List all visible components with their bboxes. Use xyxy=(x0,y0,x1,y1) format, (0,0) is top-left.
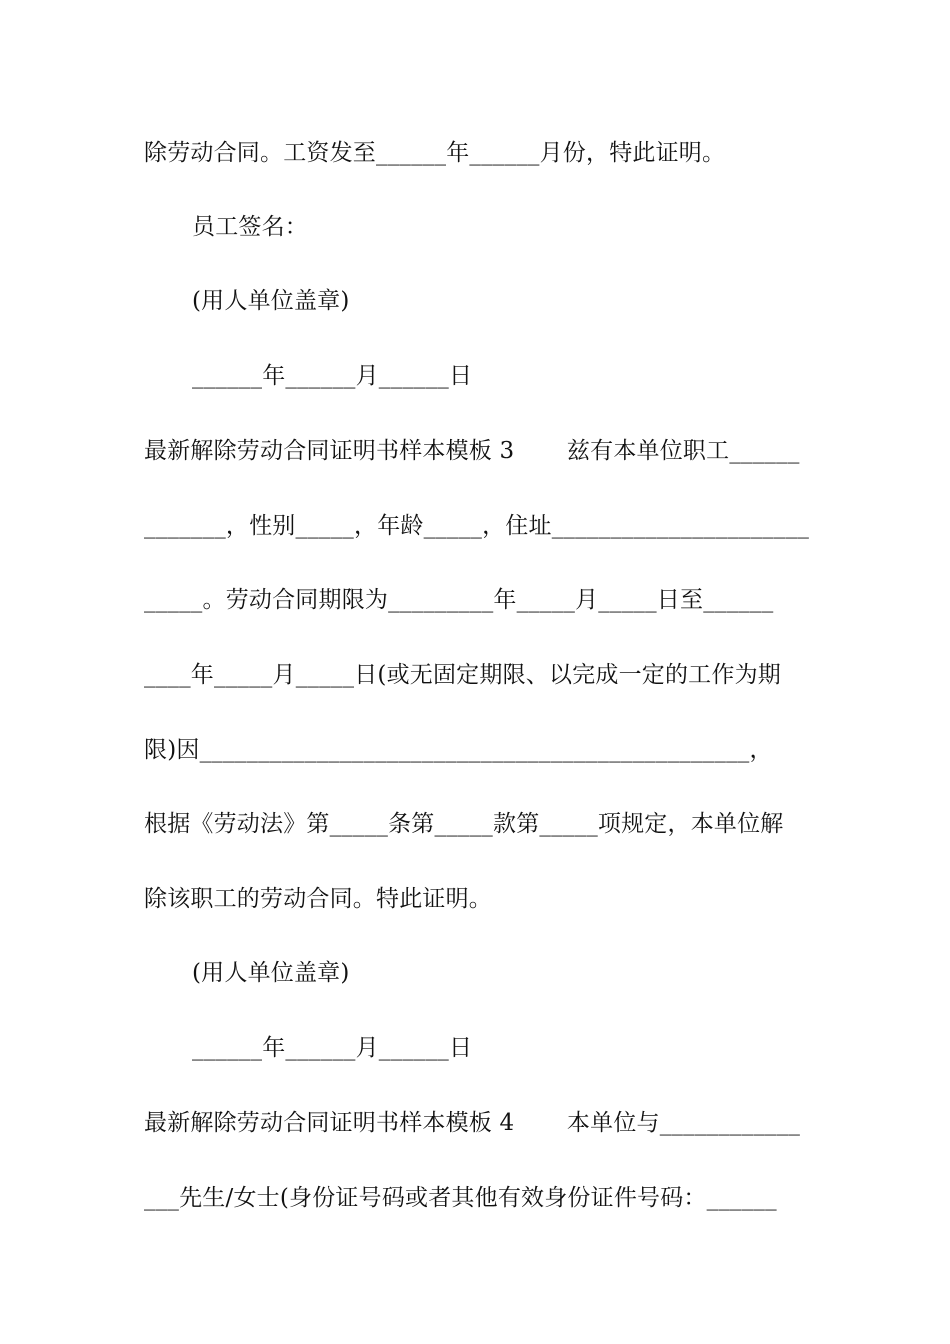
company-seal-label: (用人单位盖章) xyxy=(192,960,350,986)
body-text-line: _____。劳动合同期限为_________年_____月_____日至______ xyxy=(144,587,774,613)
date-line: ______年______月______日 xyxy=(192,363,473,389)
body-text-line: 限)因_______________________________________________， xyxy=(144,737,773,763)
template-4-heading-line: 最新解除劳动合同证明书样本模板 4 本单位与____________ xyxy=(144,1110,801,1136)
body-text-line: 根据《劳动法》第_____条第_____款第_____项规定，本单位解 xyxy=(144,811,784,837)
employee-signature-label: 员工签名： xyxy=(192,214,308,240)
body-text-line: _______，性别_____，年龄_____，住址______________________ xyxy=(144,513,810,539)
body-text-line: 除该职工的劳动合同。特此证明。 xyxy=(144,886,492,912)
body-text-line: 除劳动合同。工资发至______年______月份，特此证明。 xyxy=(144,140,726,166)
date-line: ______年______月______日 xyxy=(192,1035,473,1061)
template-3-heading-line: 最新解除劳动合同证明书样本模板 3 兹有本单位职工______ xyxy=(144,438,800,464)
company-seal-label: (用人单位盖章) xyxy=(192,288,350,314)
body-text-line: ____年_____月_____日(或无固定期限、以完成一定的工作为期 xyxy=(144,662,781,688)
body-text-line: ___先生/女士(身份证号码或者其他有效身份证件号码：______ xyxy=(144,1185,777,1211)
